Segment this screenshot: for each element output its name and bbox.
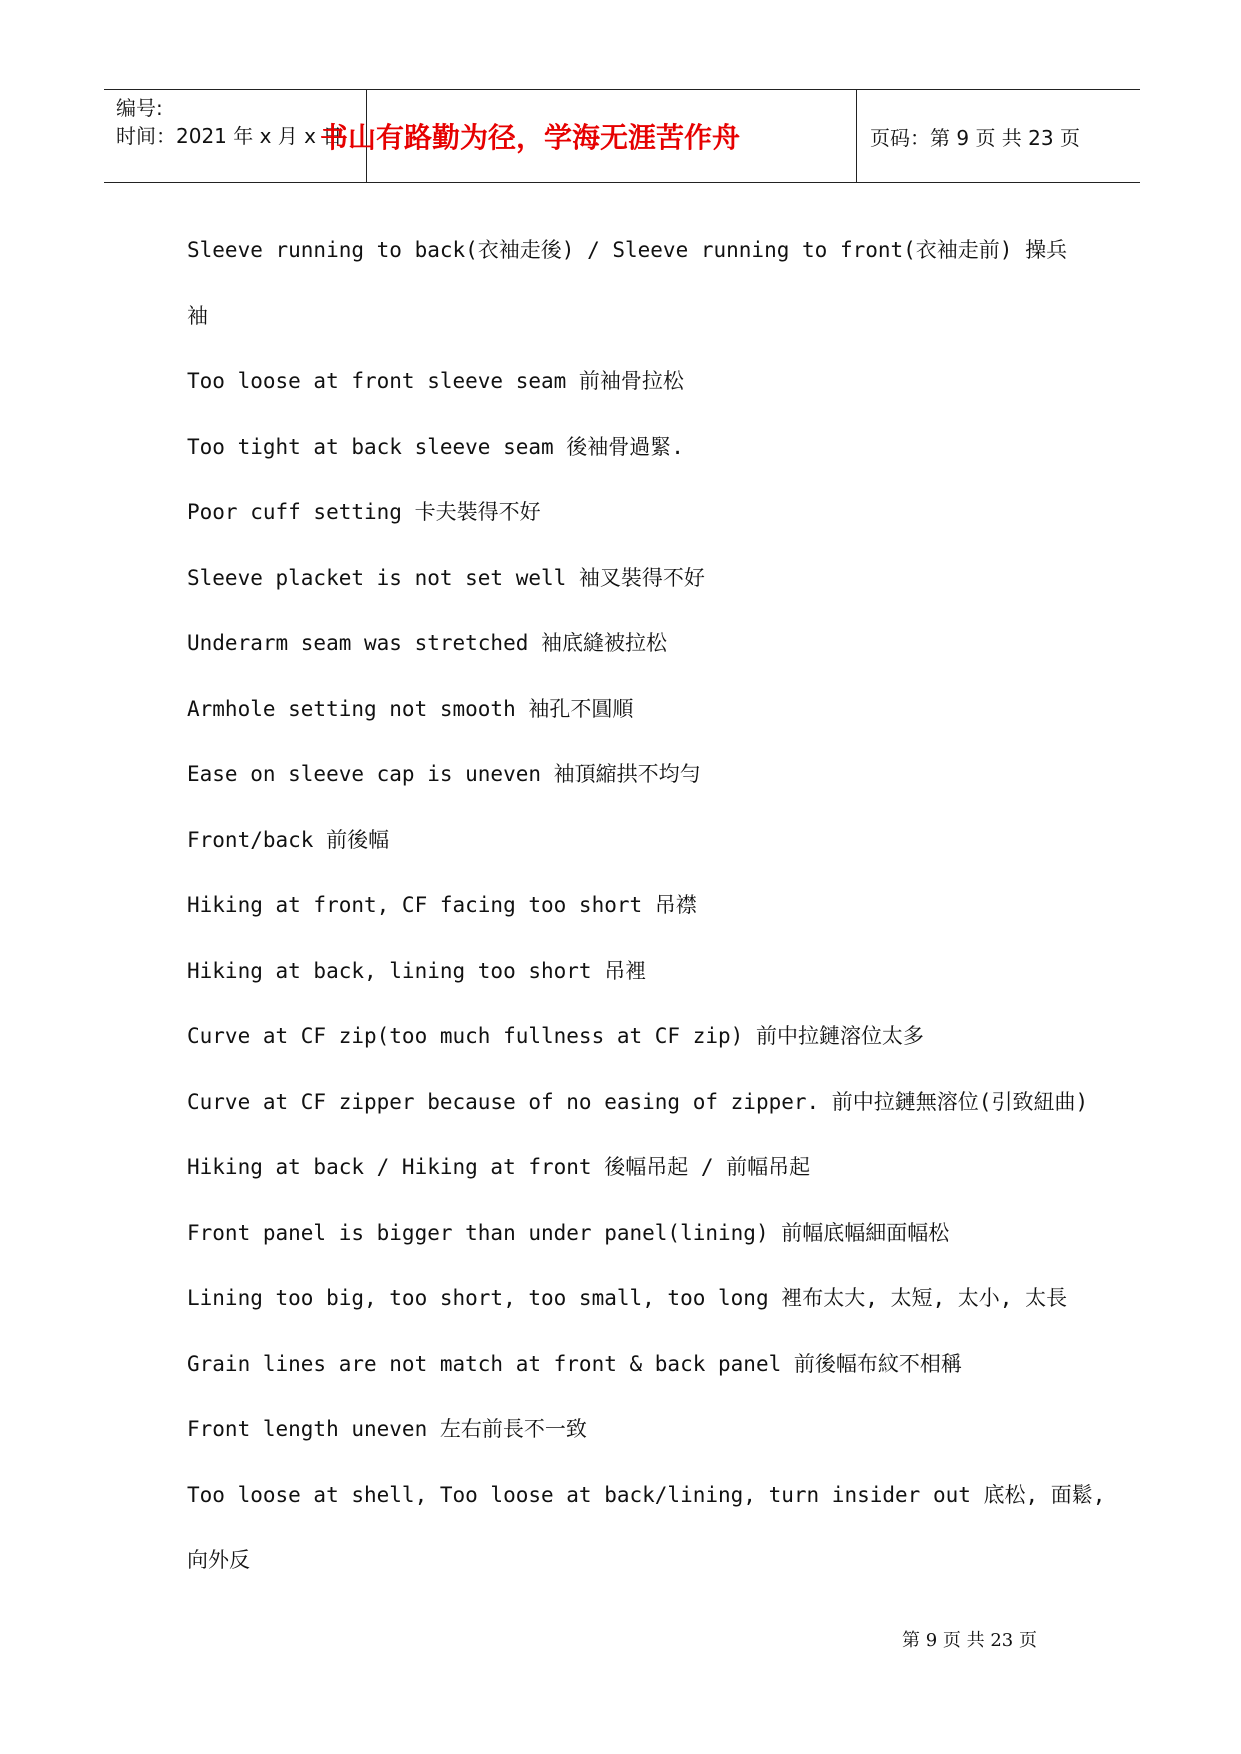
page-header xyxy=(104,89,1140,183)
text-line: Sleeve running to back(衣袖走後) / Sleeve running to front(衣袖走前) 操兵 xyxy=(187,238,1068,262)
text-line: Ease on sleeve cap is uneven 袖頂縮拱不均勻 xyxy=(187,762,701,786)
text-line: 袖 xyxy=(187,303,208,328)
text-line: Hiking at front, CF facing too short 吊襟 xyxy=(187,893,697,917)
text-line: Sleeve placket is not set well 袖叉裝得不好 xyxy=(187,565,705,590)
text-line: Curve at CF zip(too much fullness at CF zip) 前中拉鏈溶位太多 xyxy=(187,1024,924,1048)
text-line: Too tight at back sleeve seam 後袖骨過緊. xyxy=(187,434,684,459)
time-label: 时间：2021 年 x 月 x 日 xyxy=(116,124,343,148)
text-line: Curve at CF zipper because of no easing of zipper. 前中拉鏈無溶位(引致紐曲) xyxy=(187,1089,1089,1114)
number-label: 编号: xyxy=(116,96,163,120)
text-line: Too loose at front sleeve seam 前袖骨拉松 xyxy=(187,369,684,393)
text-line: Underarm seam was stretched 袖底縫被拉松 xyxy=(187,631,668,655)
header-motto: 书山有路勤为径，学海无涯苦作舟 xyxy=(320,121,741,154)
document-body xyxy=(187,218,1106,1594)
header-page-info: 页码：第 9 页 共 23 页 xyxy=(870,125,1080,150)
text-line: Front/back 前後幅 xyxy=(187,827,390,852)
text-line: Hiking at back, lining too short 吊裡 xyxy=(187,958,647,983)
header-divider xyxy=(856,90,857,182)
text-line: Grain lines are not match at front & back panel 前後幅布紋不相稱 xyxy=(187,1351,962,1376)
text-line: Armhole setting not smooth 袖孔不圓順 xyxy=(187,696,634,721)
text-line: Hiking at back / Hiking at front 後幅吊起 / 前幅吊起 xyxy=(187,1155,811,1179)
text-line: Poor cuff setting 卡夫裝得不好 xyxy=(187,500,541,524)
text-line: Front length uneven 左右前長不一致 xyxy=(187,1417,587,1441)
text-line: Too loose at shell, Too loose at back/lining, turn insider out 底松, 面鬆, xyxy=(187,1482,1106,1507)
text-line: Lining too big, too short, too small, too long 裡布太大, 太短, 太小, 太長 xyxy=(187,1286,1068,1310)
page-footer: 第 9 页 共 23 页 xyxy=(902,1630,1037,1651)
text-line: Front panel is bigger than under panel(lining) 前幅底幅細面幅松 xyxy=(187,1220,950,1245)
text-line: 向外反 xyxy=(187,1548,250,1572)
